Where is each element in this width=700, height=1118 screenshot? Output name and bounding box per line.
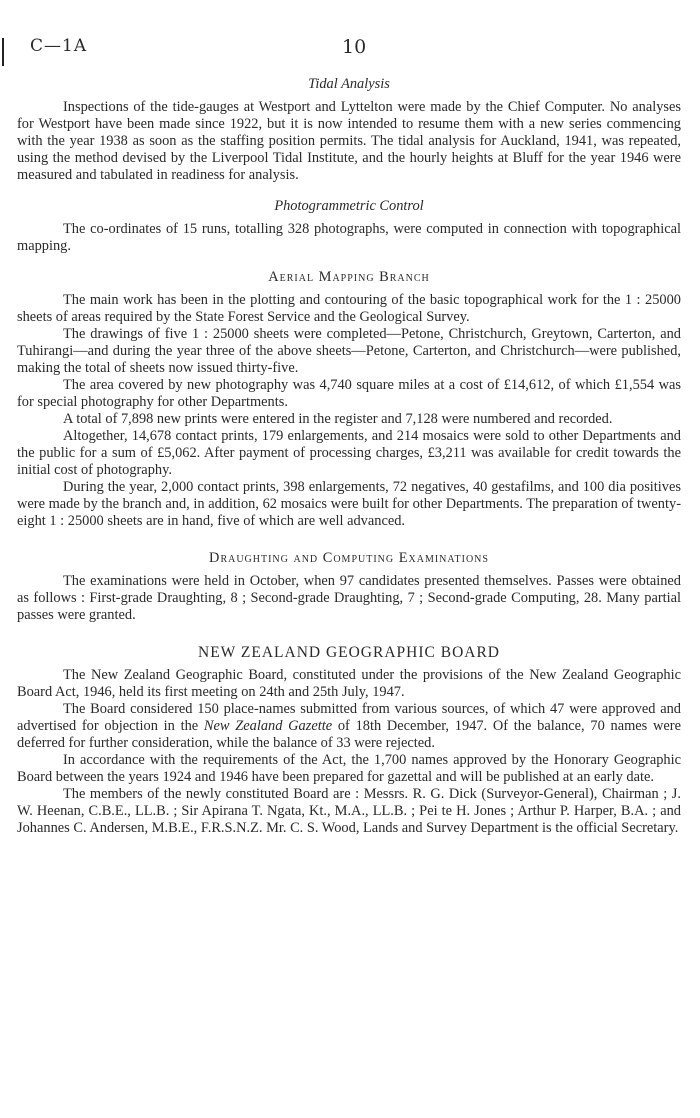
paragraph: In accordance with the requirements of the Act, the 1,700 names approved by the Honorary Geographic Board between the years 1924 and 1946 have been prepared for gazettal and will be published at an early date. bbox=[17, 752, 681, 785]
section-heading-tidal-analysis: Tidal Analysis bbox=[308, 76, 390, 92]
text-run: The Board considered 150 place-names submitted from various sources, of which 47 were approved and advertised for objection in the bbox=[17, 701, 681, 734]
section-heading-examinations: Draughting and Computing Examinations bbox=[209, 550, 489, 566]
paragraph: Inspections of the tide-gauges at Westport and Lyttelton were made by the Chief Computer. No analyses for Westport have been made since 1922, but it is now intended to resume them with a new series commencing with the year 1938 as soon as the staffing position permits. The tidal analysis for Auckland, 1941, was repeated, using the method devised by the Liverpool Tidal Institute, and the hourly heights at Bluff for the year 1946 were measured and tabulated in readiness for analysis. bbox=[17, 99, 681, 183]
paragraph: The examinations were held in October, when 97 candidates presented themselves. Passes were obtained as follows : First-grade Draughting, 8 ; Second-grade Draughting, 7 ; Second-grade Computing, 28. Many partial passes were granted. bbox=[17, 573, 681, 623]
paragraph: The New Zealand Geographic Board, constituted under the provisions of the New Zealand Geographic Board Act, 1946, held its first meeting on 24th and 25th July, 1947. bbox=[17, 667, 681, 700]
section-heading-geographic-board: NEW ZEALAND GEOGRAPHIC BOARD bbox=[198, 644, 500, 661]
paragraph: The members of the newly constituted Board are : Messrs. R. G. Dick (Surveyor-General), Chairman ; J. W. Heenan, C.B.E., LL.B. ; Sir Apirana T. Ngata, Kt., M.A., LL.B. ; Pei te H. Jones ; Arthur P. Harper, B.A. ; and Johannes C. Andersen, M.B.E., F.R.S.N.Z. Mr. C. S. Wood, Lands and Survey Department is the official Secretary. bbox=[17, 786, 681, 836]
paragraph: A total of 7,898 new prints were entered in the register and 7,128 were numbered and recorded. bbox=[63, 411, 613, 427]
text-run: of 18th December, 1947. Of the balance, 70 names were deferred for further consideration, while the balance of 33 were rejected. bbox=[17, 718, 681, 751]
paragraph bbox=[17, 701, 681, 752]
paragraph: The drawings of five 1 : 25000 sheets were completed—Petone, Christchurch, Greytown, Carterton, and Tuhirangi—and during the year three of the above sheets—Petone, Carterton, and Christchurch—were published, making the total of sheets now issued thirty-five. bbox=[17, 326, 681, 376]
page-number: 10 bbox=[342, 36, 367, 58]
publication-title: New Zealand Gazette bbox=[203, 718, 333, 734]
paragraph: The main work has been in the plotting and contouring of the basic topographical work for the 1 : 25000 sheets of areas required by the State Forest Service and the Geological Survey. bbox=[17, 292, 681, 325]
section-heading-aerial-mapping-branch: Aerial Mapping Branch bbox=[268, 269, 430, 285]
paragraph: Altogether, 14,678 contact prints, 179 enlargements, and 214 mosaics were sold to other Departments and the public for a sum of £5,062. After payment of processing charges, £3,211 was available for credit towards the initial cost of photography. bbox=[17, 428, 681, 478]
section-heading-photogrammetric-control: Photogrammetric Control bbox=[274, 198, 424, 214]
document-reference: C—1A bbox=[30, 36, 88, 56]
paragraph: During the year, 2,000 contact prints, 398 enlargements, 72 negatives, 40 gestafilms, and 100 dia positives were made by the branch and, in addition, 62 mosaics were built for other Departments. The preparation of twenty-eight 1 : 25000 sheets are in hand, five of which are well advanced. bbox=[17, 479, 681, 529]
paragraph: The area covered by new photography was 4,740 square miles at a cost of £14,612, of which £1,554 was for special photography for other Departments. bbox=[17, 377, 681, 410]
body-text bbox=[17, 76, 681, 837]
binding-edge-mark bbox=[2, 38, 4, 66]
paragraph: The co-ordinates of 15 runs, totalling 328 photographs, were computed in connection with topographical mapping. bbox=[17, 221, 681, 254]
